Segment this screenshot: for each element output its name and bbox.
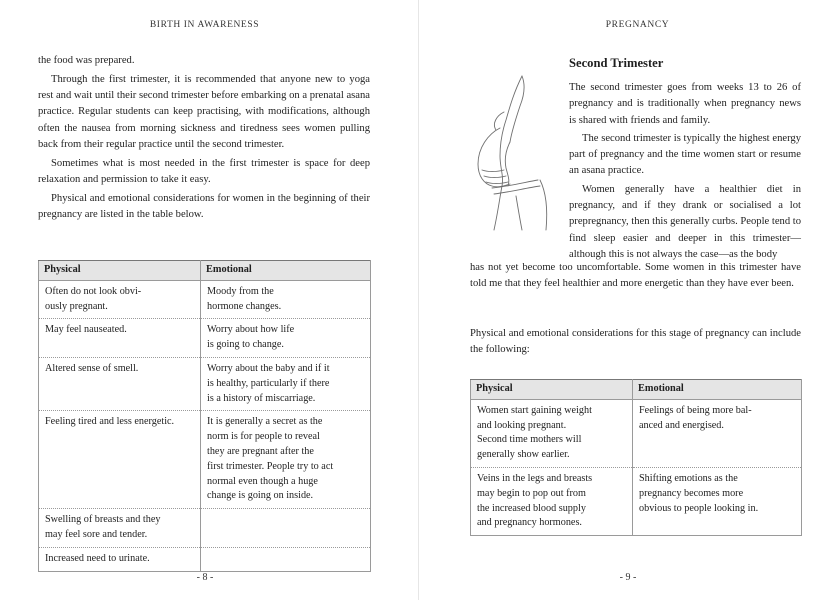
header-physical: Physical	[39, 261, 201, 281]
cell-emotional: It is generally a secret as the norm is for people to reveal they are pregnant after the first trimester. People try to act normal even though a huge change is going on inside.	[201, 411, 371, 509]
cell-emotional	[201, 547, 371, 571]
cell-physical: Often do not look obvi- ously pregnant.	[39, 280, 201, 319]
cell-emotional: Shifting emotions as the pregnancy becomes more obvious to people looking in.	[633, 467, 802, 535]
table-header-row	[471, 380, 802, 400]
table-row	[471, 399, 802, 467]
table-row	[39, 357, 371, 410]
right-table-intro	[470, 326, 801, 359]
cell-physical: Women start gaining weight and looking pregnant. Second time mothers will generally show earlier.	[471, 399, 633, 467]
header-emotional: Emotional	[201, 261, 371, 281]
paragraph: Through the first trimester, it is recommended that anyone new to yoga rest and wait until their second trimester before embarking on a prenatal asana practice. Regular students can keep practising, with modifications, although often the nausea from morning sickness and tiredness sees women pulling back from their regular practice until the second trimester.	[38, 73, 370, 151]
cell-physical: May feel nauseated.	[39, 319, 201, 358]
table-row	[39, 411, 371, 509]
paragraph: The second trimester is typically the highest energy part of pregnancy and the time women start or resume an asana practice.	[569, 132, 801, 177]
cell-emotional: Worry about the baby and if it is healthy, particularly if there is a history of miscarriage.	[201, 357, 371, 410]
paragraph: Physical and emotional considerations for this stage of pregnancy can include the following:	[470, 328, 801, 356]
cell-physical: Veins in the legs and breasts may begin to pop out from the increased blood supply and pregnancy hormones.	[471, 467, 633, 535]
paragraph: has not yet become too uncomfortable. Some women in this trimester have told me that they feel healthier and more energetic than they have ever been.	[470, 262, 801, 290]
table-row	[471, 467, 802, 535]
header-physical: Physical	[471, 380, 633, 400]
first-trimester-table	[38, 260, 371, 572]
cell-emotional: Worry about how life is going to change.	[201, 319, 371, 358]
table-header-row	[39, 261, 371, 281]
table-row	[39, 280, 371, 319]
cell-emotional: Moody from the hormone changes.	[201, 280, 371, 319]
paragraph: Physical and emotional considerations for women in the beginning of their pregnancy are listed in the table below.	[38, 193, 370, 221]
cell-emotional: Feelings of being more bal- anced and energised.	[633, 399, 802, 467]
table-row	[39, 509, 371, 548]
table-row	[39, 319, 371, 358]
page-number-left: - 8 -	[196, 572, 214, 583]
cell-physical: Increased need to urinate.	[39, 547, 201, 571]
cell-physical: Altered sense of smell.	[39, 357, 201, 410]
table-row	[39, 547, 371, 571]
left-body-text	[38, 53, 370, 224]
header-emotional: Emotional	[633, 380, 802, 400]
right-body-text-continued	[470, 260, 801, 293]
cell-physical: Swelling of breasts and they may feel sore and tender.	[39, 509, 201, 548]
running-head-left: BIRTH IN AWARENESS	[149, 20, 260, 30]
cell-emotional	[201, 509, 371, 548]
pregnant-woman-sketch-icon	[470, 72, 562, 232]
page-number-right: - 9 -	[619, 572, 637, 583]
running-head-right: PREGNANCY	[605, 20, 670, 30]
section-title-second-trimester: Second Trimester	[569, 56, 664, 70]
paragraph: Women generally have a healthier diet in pregnancy, and if they drank or socialised a lot prepregnancy, then this generally curbs. People tend to find sleep easier and deeper in this trimester—although this is not always the case—as the body	[569, 183, 802, 260]
cell-physical: Feeling tired and less energetic.	[39, 411, 201, 509]
second-trimester-table	[470, 379, 802, 536]
paragraph: The second trimester goes from weeks 13 to 26 of pregnancy and is traditionally when pregnancy news is shared with friends and family.	[569, 82, 801, 126]
right-body-text-narrow	[569, 80, 801, 263]
paragraph: Sometimes what is most needed in the first trimester is space for deep relaxation and permission to take it easy.	[38, 157, 370, 186]
paragraph: the food was prepared.	[38, 55, 135, 66]
